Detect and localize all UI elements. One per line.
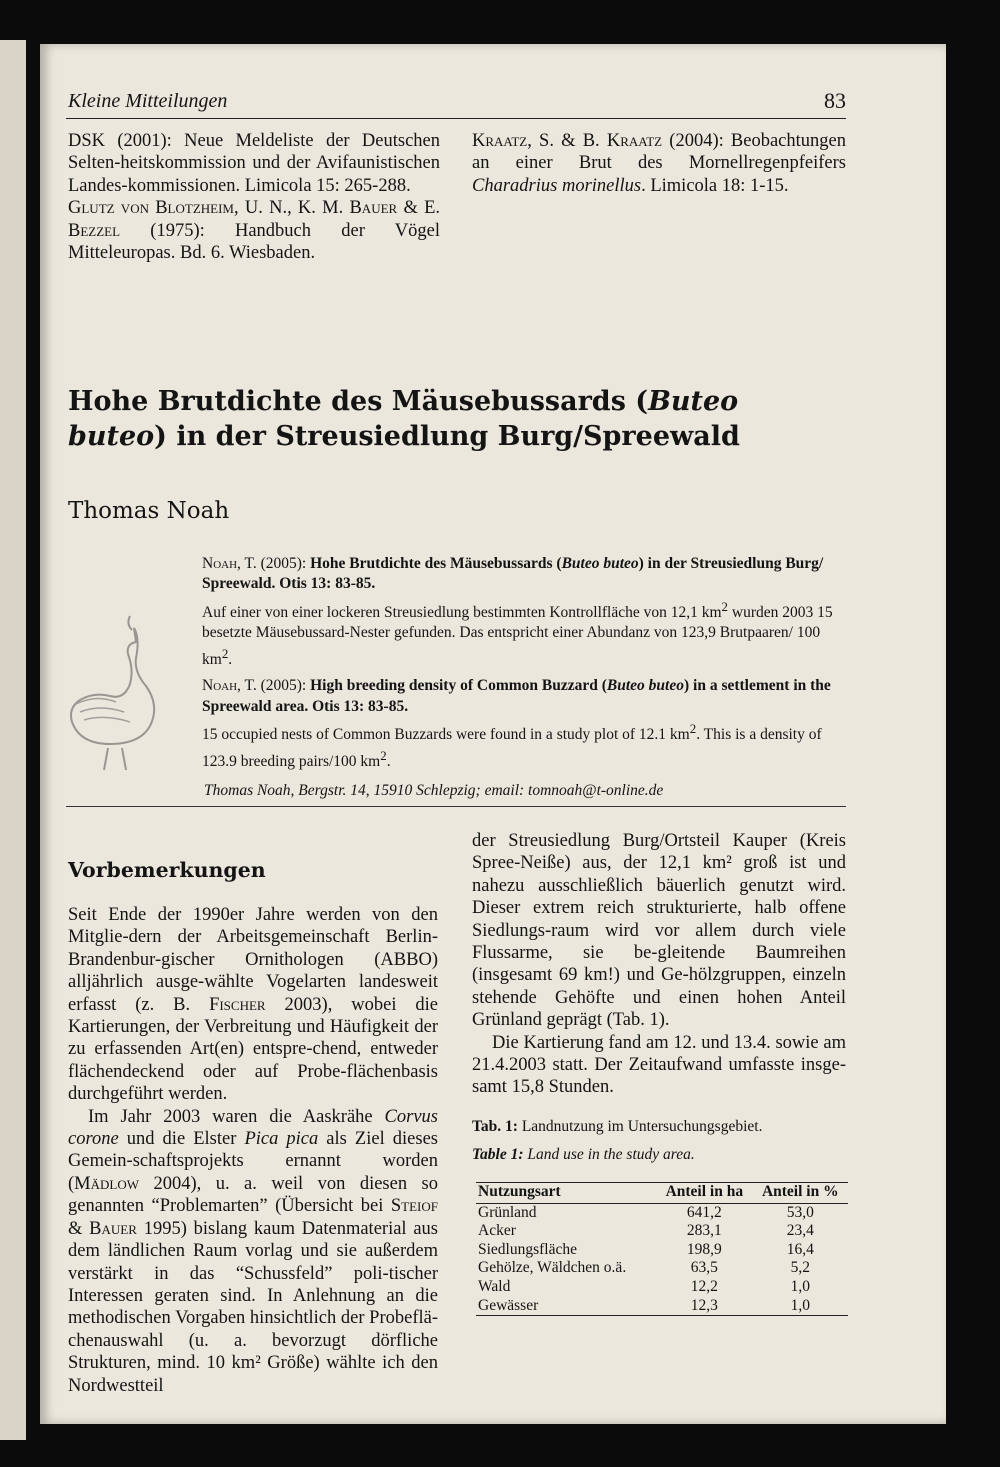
abstract-citation-en bbox=[202, 676, 848, 717]
table-cell: 12,2 bbox=[690, 1277, 718, 1295]
table-label: Table 1: bbox=[472, 1146, 524, 1163]
citation-author: Noah, T. bbox=[202, 555, 257, 572]
table-cell: 63,5 bbox=[690, 1259, 718, 1277]
table-row bbox=[476, 1297, 848, 1316]
journal-page bbox=[40, 44, 946, 1424]
abstract-text: . This is a density of 123.9 breeding pairs/100 km bbox=[202, 726, 822, 770]
citation-species: Buteo buteo bbox=[606, 677, 684, 695]
table-cell: Gewässer bbox=[476, 1297, 656, 1316]
reference-species: Charadrius morinellus bbox=[472, 175, 642, 196]
table-cell: 53,0 bbox=[786, 1203, 814, 1221]
table-header-row bbox=[476, 1183, 848, 1204]
land-use-table bbox=[476, 1182, 848, 1316]
reference-kraatz bbox=[472, 130, 846, 197]
abstract-text: 15 occupied nests of Common Buzzards were found in a study plot of 12.1 km bbox=[202, 726, 690, 744]
table-caption-text: Landnutzung im Untersuchungsgebiet. bbox=[517, 1118, 763, 1135]
table-caption-text: Land use in the study area. bbox=[523, 1146, 695, 1163]
superscript: 2 bbox=[689, 721, 697, 737]
table-cell: 12,3 bbox=[656, 1297, 752, 1316]
reference-rest: (1975): Handbuch der Vögel Mitteleuropas. Bd. 6. Wiesbaden. bbox=[68, 220, 440, 264]
table-cell: 16,4 bbox=[786, 1240, 814, 1258]
body-paragraph: Die Kartierung fand am 12. und 13.4. sowie am 21.4.2003 statt. Der Zeitaufwand umfasste insge-samt 15,8 Stunden. bbox=[472, 1032, 846, 1098]
citation-title: ) in a settlement in the Spreewald area. Otis 13: 83-85. bbox=[202, 677, 831, 715]
table-label: Tab. 1: bbox=[472, 1118, 518, 1135]
body-text: und die Elster bbox=[118, 1129, 245, 1150]
abstract-citation-de bbox=[202, 554, 848, 595]
body-text: als Ziel dieses Gemein-schaftsprojekts ernannt worden ( bbox=[68, 1129, 438, 1194]
table-cell: Gehölze, Wäldchen o.ä. bbox=[478, 1259, 627, 1277]
body-paragraph bbox=[68, 1106, 438, 1397]
references-right bbox=[472, 130, 846, 197]
species-name: Pica pica bbox=[244, 1129, 319, 1150]
abstract-text-en bbox=[202, 719, 848, 772]
table-row bbox=[476, 1278, 848, 1297]
body-text: 2004), u. a. weil von diesen so genannten “Problemarten” (Übersicht bei bbox=[68, 1173, 438, 1217]
table-cell: 23,4 bbox=[786, 1222, 814, 1240]
table-cell: 198,9 bbox=[686, 1240, 722, 1258]
table-cell: 283,1 bbox=[686, 1222, 722, 1240]
citation-year: (2005): bbox=[256, 677, 311, 695]
table-row bbox=[476, 1203, 848, 1222]
body-left-column bbox=[68, 904, 438, 1397]
body-right-column bbox=[472, 830, 846, 1099]
reference-glutz bbox=[68, 197, 440, 264]
superscript: 2 bbox=[721, 598, 728, 614]
facing-page-edge bbox=[0, 40, 26, 1440]
body-text: 1995) bislang kaum Datenmaterial aus dem ländlichen Raum vorlag und sie außerdem verstärkt in das “Schussfeld” poli-tischer Interessen geraten sind. In Anlehnung an die methodischen Vorgaben hinsichtlich der Probeflä-chenauswahl (u. a. bevorzugt dörfliche Strukturen, mind. 10 km² Größe) wählte ich den Nordwestteil bbox=[68, 1218, 439, 1396]
table-row bbox=[476, 1241, 848, 1260]
title-species: Buteo buteo bbox=[68, 386, 739, 452]
citation-title: Hohe Brutdichte des Mäusebussards ( bbox=[310, 555, 562, 572]
column-header: Anteil in % bbox=[753, 1183, 848, 1204]
table-caption bbox=[472, 1118, 762, 1136]
table-row bbox=[476, 1222, 848, 1241]
body-text: 2003), wobei die Kartierungen, der Verbreitung und Häufigkeit der zu erfassenden Art(en) entspre-chend, entweder flächendeckend oder auf Probe-flächenbasis durchgeführt werden. bbox=[68, 994, 438, 1105]
abstract-text: . bbox=[386, 752, 391, 770]
column-header: Anteil in ha bbox=[656, 1183, 752, 1204]
column-header: Nutzungsart bbox=[476, 1183, 656, 1204]
table-cell: 1,0 bbox=[753, 1297, 848, 1316]
reference-rest: (2004): Beobachtungen an einer Brut des Mornellregenpfeifers bbox=[472, 131, 846, 174]
title-text: Hohe Brutdichte des Mäusebussards ( bbox=[68, 386, 649, 417]
table-cell: 1,0 bbox=[790, 1277, 810, 1295]
citation-title: ) in der Streusiedlung Burg/ Spreewald. Otis 13: 83-85. bbox=[202, 555, 824, 593]
citation-year: (2005): bbox=[256, 555, 311, 572]
title-text: ) in der Streusiedlung Burg/Spreewald bbox=[154, 421, 740, 452]
page-number: 83 bbox=[824, 88, 846, 113]
superscript: 2 bbox=[221, 645, 229, 661]
table-cell: Wald bbox=[478, 1277, 511, 1295]
author-address: Thomas Noah, Bergstr. 14, 15910 Schlepzig; email: tomnoah@t-online.de bbox=[204, 782, 664, 799]
body-paragraph: der Streusiedlung Burg/Ortsteil Kauper (Kreis Spree-Neiße) aus, der 12,1 km² groß ist und nahezu ausschließlich bäuerlich genutzt wird. Dieser extrem reich strukturierte, halb offene Siedlungs-raum wird vor allem durch viele Flussarme, sie be-gleitende Baumreihen (insgesamt 69 km!) und Ge-hölzgruppen, einzeln stehende Gehöfte und einen hohen Anteil Grünland geprägt (Tab. 1). bbox=[472, 831, 846, 1031]
references-left bbox=[68, 130, 440, 264]
running-head: Kleine Mitteilungen bbox=[68, 90, 228, 112]
table-cell: Grünland bbox=[478, 1203, 537, 1221]
abstract-text-de bbox=[202, 597, 848, 671]
abstract-text: . bbox=[228, 650, 233, 668]
bustard-logo-icon bbox=[62, 612, 172, 772]
article-author: Thomas Noah bbox=[68, 498, 230, 524]
cited-author: Steiof & Bauer bbox=[68, 1196, 438, 1239]
citation-author: Noah, T. bbox=[202, 677, 257, 695]
header-rule bbox=[66, 118, 846, 119]
table-cell: Siedlungsfläche bbox=[478, 1240, 578, 1258]
abstract-rule bbox=[66, 806, 846, 807]
article-title bbox=[68, 384, 828, 454]
abstract bbox=[202, 554, 848, 772]
body-text: Im Jahr 2003 waren die Aaskrähe bbox=[88, 1106, 385, 1127]
reference-authors: Kraatz, S. & B. Kraatz bbox=[472, 131, 663, 151]
superscript: 2 bbox=[380, 747, 387, 763]
cited-author: Mädlow bbox=[74, 1173, 139, 1194]
body-text: Seit Ende der 1990er Jahre werden von den Mitglie-dern der Arbeitsgemeinschaft Berlin-Brandenbur-gischer Ornithologen (ABBO) alljährlich ausge-wählte Vogelarten landesweit erfasst (z. B. bbox=[68, 905, 438, 1015]
cited-author: Fischer bbox=[209, 994, 266, 1015]
abstract-text: wurden 2003 15 besetzte Mäusebussard-Nester gefunden. Das entspricht einer Abundanz von 123,9 Brutpaaren/ 100 km bbox=[202, 603, 833, 668]
abstract-text: Auf einer von einer lockeren Streusiedlung bestimmten Kontrollfläche von 12,1 km bbox=[202, 603, 722, 621]
table-cell: 641,2 bbox=[686, 1203, 722, 1221]
table-cell: Acker bbox=[478, 1222, 516, 1240]
body-paragraph bbox=[68, 904, 438, 1106]
citation-title: High breeding density of Common Buzzard ( bbox=[310, 677, 607, 695]
citation-species: Buteo buteo bbox=[561, 555, 639, 572]
reference-authors: Glutz von Blotzheim, U. N., K. M. Bauer & E. Bezzel bbox=[68, 198, 440, 241]
table-cell: 5,2 bbox=[790, 1259, 810, 1277]
reference-rest: . Limicola 18: 1-15. bbox=[641, 175, 789, 196]
species-name: Corvus corone bbox=[68, 1106, 438, 1150]
section-heading: Vorbemerkungen bbox=[68, 858, 266, 882]
table-caption-english bbox=[472, 1146, 695, 1164]
table-row bbox=[476, 1259, 848, 1278]
reference-dsk: DSK (2001): Neue Meldeliste der Deutschen Selten-heitskommission und der Avifaunistischen Landes-kommissionen. Limicola 15: 265-288. bbox=[68, 131, 440, 196]
